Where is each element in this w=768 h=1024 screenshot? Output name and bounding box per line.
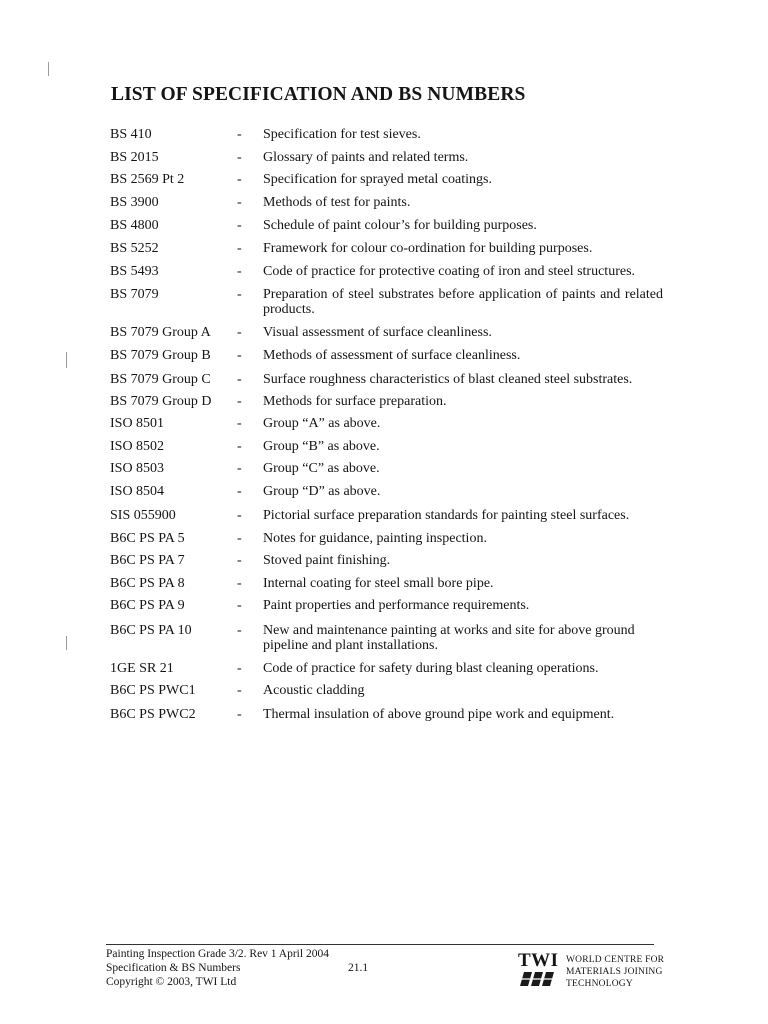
- page-number: 21.1: [348, 962, 369, 974]
- spec-description: Code of practice for safety during blast cleaning operations.: [263, 661, 599, 676]
- spec-code: B6C PS PA 7: [110, 553, 185, 568]
- spec-code: BS 7079 Group B: [110, 348, 211, 363]
- spec-description: Schedule of paint colour’s for building purposes.: [263, 218, 537, 233]
- spec-dash: -: [237, 707, 242, 722]
- twi-logo-text: TWI: [518, 950, 559, 971]
- footer-copyright: Copyright © 2003, TWI Ltd: [106, 976, 237, 988]
- spec-description: Pictorial surface preparation standards for painting steel surfaces.: [263, 508, 630, 523]
- spec-dash: -: [237, 127, 242, 142]
- spec-description: Group “C” as above.: [263, 461, 380, 476]
- spec-code: BS 7079 Group A: [110, 325, 211, 340]
- spec-dash: -: [237, 394, 242, 409]
- spec-code: BS 7079 Group C: [110, 372, 211, 387]
- spec-dash: -: [237, 287, 242, 302]
- spec-dash: -: [237, 439, 242, 454]
- spec-dash: -: [237, 531, 242, 546]
- spec-code: 1GE SR 21: [110, 661, 174, 676]
- spec-dash: -: [237, 416, 242, 431]
- footer-section-title: Specification & BS Numbers: [106, 962, 241, 974]
- spec-description: Group “B” as above.: [263, 439, 380, 454]
- spec-dash: -: [237, 484, 242, 499]
- spec-code: BS 5252: [110, 241, 159, 256]
- spec-description: Acoustic cladding: [263, 683, 365, 698]
- spec-dash: -: [237, 661, 242, 676]
- twi-tagline-line: MATERIALS JOINING: [566, 967, 663, 977]
- twi-logo-stripes-icon: [520, 972, 560, 986]
- spec-code: B6C PS PA 10: [110, 623, 192, 638]
- spec-description: Code of practice for protective coating of iron and steel structures.: [263, 264, 636, 279]
- spec-dash: -: [237, 264, 242, 279]
- spec-code: B6C PS PA 9: [110, 598, 185, 613]
- twi-tagline-line: TECHNOLOGY: [566, 979, 633, 989]
- spec-code: SIS 055900: [110, 508, 176, 523]
- spec-description: Group “A” as above.: [263, 416, 381, 431]
- spec-description: Specification for sprayed metal coatings.: [263, 172, 492, 187]
- spec-code: BS 410: [110, 127, 152, 142]
- spec-dash: -: [237, 508, 242, 523]
- spec-dash: -: [237, 348, 242, 363]
- spec-description: Group “D” as above.: [263, 484, 381, 499]
- spec-dash: -: [237, 150, 242, 165]
- spec-dash: -: [237, 372, 242, 387]
- spec-code: B6C PS PA 5: [110, 531, 185, 546]
- spec-code: BS 4800: [110, 218, 159, 233]
- spec-code: ISO 8504: [110, 484, 165, 499]
- spec-code: ISO 8502: [110, 439, 165, 454]
- spec-code: ISO 8501: [110, 416, 165, 431]
- footer-course-title: Painting Inspection Grade 3/2. Rev 1 April 2004: [106, 948, 329, 960]
- spec-dash: -: [237, 195, 242, 210]
- spec-code: BS 5493: [110, 264, 159, 279]
- spec-code: BS 3900: [110, 195, 159, 210]
- spec-description: Stoved paint finishing.: [263, 553, 391, 568]
- spec-description: Visual assessment of surface cleanliness.: [263, 325, 492, 340]
- spec-dash: -: [237, 598, 242, 613]
- spec-description: New and maintenance painting at works and site for above ground pipeline and plant installations.: [263, 623, 635, 653]
- spec-dash: -: [237, 325, 242, 340]
- spec-description: Notes for guidance, painting inspection.: [263, 531, 487, 546]
- spec-dash: -: [237, 623, 242, 638]
- spec-description: Thermal insulation of above ground pipe work and equipment.: [263, 707, 615, 722]
- spec-dash: -: [237, 172, 242, 187]
- spec-description: Glossary of paints and related terms.: [263, 150, 469, 165]
- spec-description: Methods for surface preparation.: [263, 394, 447, 409]
- spec-description: Methods of assessment of surface cleanliness.: [263, 348, 521, 363]
- spec-description: Paint properties and performance requirements.: [263, 598, 530, 613]
- twi-tagline-line: WORLD CENTRE FOR: [566, 955, 665, 965]
- spec-description: Preparation of steel substrates before application of paints and related products.: [263, 287, 663, 317]
- spec-code: BS 2569 Pt 2: [110, 172, 185, 187]
- spec-code: BS 7079 Group D: [110, 394, 212, 409]
- twi-logo: [518, 950, 562, 990]
- spec-dash: -: [237, 576, 242, 591]
- page-title: LIST OF SPECIFICATION AND BS NUMBERS: [111, 84, 526, 105]
- spec-code: ISO 8503: [110, 461, 165, 476]
- spec-dash: -: [237, 683, 242, 698]
- spec-description: Methods of test for paints.: [263, 195, 411, 210]
- spec-dash: -: [237, 553, 242, 568]
- spec-dash: -: [237, 241, 242, 256]
- spec-description: Specification for test sieves.: [263, 127, 421, 142]
- spec-description: Internal coating for steel small bore pipe.: [263, 576, 494, 591]
- spec-dash: -: [237, 218, 242, 233]
- spec-description: Framework for colour co-ordination for building purposes.: [263, 241, 593, 256]
- spec-dash: -: [237, 461, 242, 476]
- spec-description: Surface roughness characteristics of blast cleaned steel substrates.: [263, 372, 633, 387]
- spec-code: B6C PS PWC2: [110, 707, 196, 722]
- spec-code: BS 7079: [110, 287, 159, 302]
- spec-code: B6C PS PA 8: [110, 576, 185, 591]
- footer-divider: [106, 944, 654, 945]
- spec-code: B6C PS PWC1: [110, 683, 196, 698]
- spec-code: BS 2015: [110, 150, 159, 165]
